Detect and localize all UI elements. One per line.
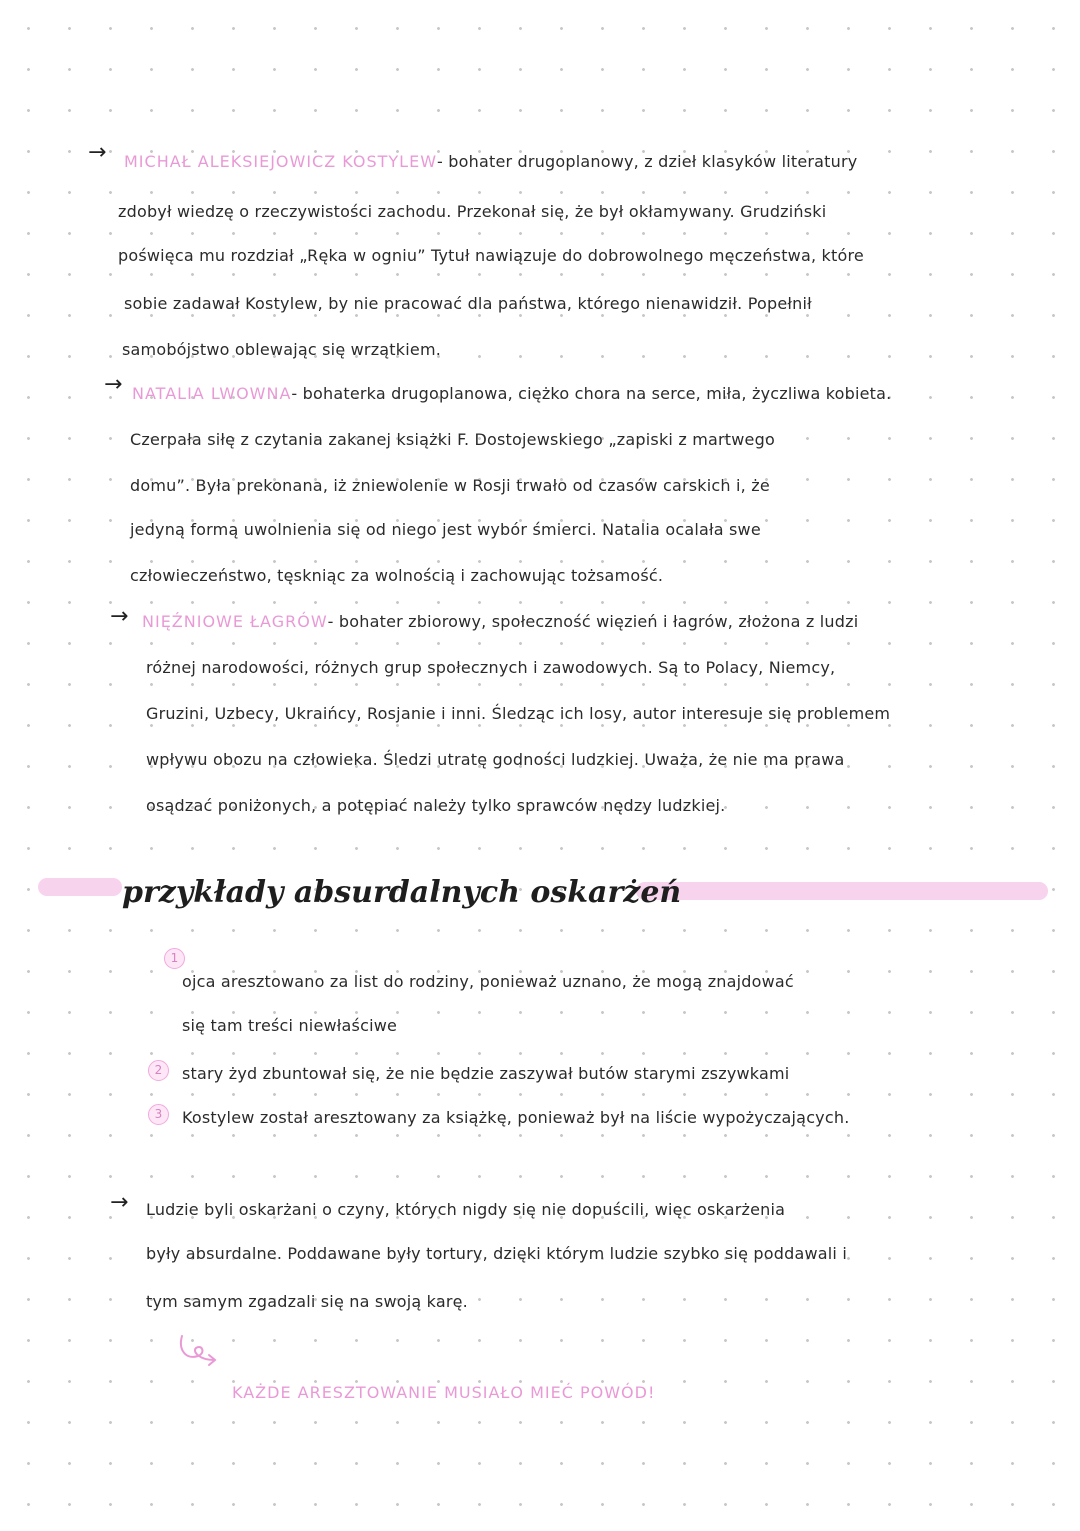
character-name: MICHAŁ ALEKSIEJOWICZ KOSTYLEW [124,152,438,171]
paragraph-3-line-3: Gruzini, Uzbecy, Ukraińcy, Rosjanie i inni. Śledząc ich losy, autor interesuje się problemem [146,704,891,723]
paragraph-2-line-2: Czerpała siłę z czytania zakanej książki F. Dostojewskiego „zapiski z martwego [130,430,775,449]
number-badge: 3 [148,1104,169,1125]
curl-arrow-icon [176,1334,220,1368]
paragraph-1-line-4: sobie zadawał Kostylew, by nie pracować dla państwa, którego nienawidził. Popełnił [124,294,812,313]
paragraph-2-line-4: jedyną formą uwolnienia się od niego jest wybór śmierci. Natalia ocalała swe [130,520,761,539]
paragraph-2-line-3: domu”. Była prekonana, iż zniewolenie w Rosji trwało od czasów carskich i, że [130,476,770,495]
paragraph-1-line-1: MICHAŁ ALEKSIEJOWICZ KOSTYLEW- bohater drugoplanowy, z dzieł klasyków literatury [124,152,858,171]
conclusion-line-2: były absurdalne. Poddawane były tortury, dzięki którym ludzie szybko się poddawali i [146,1244,847,1263]
paragraph-3-line-1: NIĘŹNIOWE ŁAGRÓW- bohater zbiorowy, społeczność więzień i łagrów, złożona z ludzi [142,612,859,631]
example-1-line-1: ojca aresztowano za list do rodziny, ponieważ uznano, że mogą znajdować [182,972,794,991]
arrow-right-icon: → [88,140,107,165]
heading-highlight-left [38,878,122,896]
conclusion-line-3: tym samym zgadzali się na swoją karę. [146,1292,468,1311]
example-2-line-1: stary żyd zbuntował się, że nie będzie zaszywał butów starymi zszywkami [182,1064,790,1083]
example-3-line-1: Kostylew został aresztowany za książkę, ponieważ był na liście wypożyczających. [182,1108,850,1127]
paragraph-2-line-1: NATALIA LWOWNA- bohaterka drugoplanowa, ciężko chora na serce, miła, życzliwa kobieta. [132,384,892,403]
paragraph-3-line-5: osądzać poniżonych, a potępiać należy tylko sprawców nędzy ludzkiej. [146,796,726,815]
section-heading: przykłady absurdalnych oskarżeń [122,875,682,910]
character-name: NATALIA LWOWNA [132,384,292,403]
character-name: NIĘŹNIOWE ŁAGRÓW [142,612,328,631]
paragraph-2-line-5: człowieczeństwo, tęskniąc za wolnością i zachowując tożsamość. [130,566,664,585]
arrow-right-icon: → [110,604,129,629]
paragraph-1-line-5: samobójstwo oblewając się wrzątkiem. [122,340,442,359]
example-1-line-2: się tam treści niewłaściwe [182,1016,398,1035]
number-badge: 2 [148,1060,169,1081]
paragraph-3-line-4: wpływu obozu na człowieka. Śledzi utratę godności ludzkiej. Uważa, że nie ma prawa [146,750,845,769]
paragraph-3-line-2: różnej narodowości, różnych grup społecznych i zawodowych. Są to Polacy, Niemcy, [146,658,836,677]
important-note: KAŻDE ARESZTOWANIE MUSIAŁO MIEĆ POWÓD! [232,1383,656,1402]
paragraph-1-line-3: poświęca mu rozdział „Ręka w ogniu” Tytuł nawiązuje do dobrowolnego męczeństwa, które [118,246,864,265]
conclusion-line-1: Ludzie byli oskarżani o czyny, których nigdy się nie dopuścili, więc oskarżenia [146,1200,786,1219]
arrow-right-icon: → [110,1190,129,1215]
heading-highlight-right [636,882,1048,900]
arrow-right-icon: → [104,372,123,397]
number-badge: 1 [164,948,185,969]
paragraph-1-line-2: zdobył wiedzę o rzeczywistości zachodu. Przekonał się, że był okłamywany. Grudziński [118,202,827,221]
